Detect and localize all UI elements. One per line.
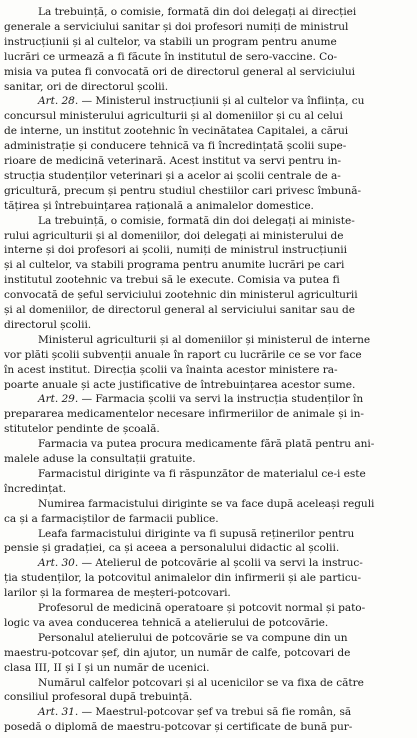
line-text: Profesorul de medicină operatoare și potcovit normal și pato- xyxy=(38,602,366,614)
line-text: Farmacia va putea procura medicamente fără plată pentru ani- xyxy=(38,438,375,451)
article-number: Art. 28. xyxy=(38,95,79,108)
text-line xyxy=(4,199,314,213)
text-line xyxy=(38,214,355,228)
text-line xyxy=(4,20,348,34)
text-line xyxy=(4,50,337,64)
text-line xyxy=(4,109,343,123)
text-line xyxy=(4,646,350,660)
text-line xyxy=(4,124,348,138)
article-number: Art. 31. xyxy=(38,706,79,719)
text-line xyxy=(38,705,351,719)
text-line xyxy=(38,601,365,615)
line-text: — Atelierul de potcovărie al școlii va servi la instruc- xyxy=(78,557,363,570)
text-line xyxy=(4,303,355,317)
line-text: Farmacistul diriginte va fi răspunzător de materialul ce-i este xyxy=(38,467,366,480)
text-line xyxy=(38,437,374,451)
line-text: sanitar, ori de directorul școlii. xyxy=(4,80,169,93)
text-line xyxy=(4,586,231,600)
line-text: institutul zootehnic va trebui să le execute. Comisia va putea fi xyxy=(4,274,340,287)
text-line xyxy=(4,363,338,377)
line-text: convocată de șeful serviciului zootehnic din ministerul agriculturii xyxy=(4,289,358,302)
text-line xyxy=(4,154,341,168)
line-text: tățirea și întrebuințarea rațională a animalelor domestice. xyxy=(4,199,314,212)
line-text: încredințat. xyxy=(4,482,67,495)
line-text: directorul școlii. xyxy=(4,318,92,331)
text-line xyxy=(38,5,356,19)
line-text: malele aduse la consultații gratuite. xyxy=(4,453,196,465)
text-line xyxy=(4,720,352,734)
line-text: — Maestrul-potcovar șef va trebui să fie român, să xyxy=(78,706,352,719)
line-text: rioare de medicină veterinară. Acest institut va servi pentru in- xyxy=(4,155,342,167)
text-line xyxy=(4,512,219,526)
article-number: Art. 29. xyxy=(38,393,79,406)
text-line xyxy=(38,94,364,108)
text-line xyxy=(4,661,209,675)
text-line xyxy=(4,616,328,630)
line-text: larilor și la formarea de meșteri-potcovari. xyxy=(4,587,231,600)
line-text: stitutelor pendinte de școală. xyxy=(4,423,160,436)
line-text: generale a serviciului sanitar și doi profesori numiți de ministrul xyxy=(4,20,349,33)
text-line xyxy=(4,407,364,421)
line-text: administrație și conducere tehnică va fi încredințată școlii supe- xyxy=(4,140,347,153)
line-text: gricultură, precum și pentru studiul chestiilor cari privesc îmbună- xyxy=(4,184,362,197)
text-line xyxy=(4,243,347,257)
line-text: strucția studenților veterinari și a acelor ai școlii centrale de a- xyxy=(4,169,341,182)
line-text: prepararea medicamentelor necesare infirmeriilor de animale și in- xyxy=(4,408,364,421)
text-line xyxy=(4,169,341,183)
text-line xyxy=(4,65,355,79)
text-line xyxy=(4,690,192,704)
text-line xyxy=(4,258,344,272)
line-text: Numărul calfelor potcovari și al ucenicilor se va fixa de către xyxy=(38,676,364,689)
text-line xyxy=(38,631,348,645)
line-text: — Farmacia școlii va servi la instrucția studenților în xyxy=(78,393,364,406)
text-line xyxy=(4,184,361,198)
line-text: Leafa farmacistului diriginte va fi supusă reținerilor pentru xyxy=(38,527,355,540)
line-text: posedă o diplomă de maestru-potcovar și certificate de bună pur- xyxy=(4,721,353,734)
text-line xyxy=(4,348,362,362)
line-text: și al cultelor, va stabili programa pentru anumite lucrări pe cari xyxy=(4,259,345,272)
line-text: în acest institut. Direcția școlii va înainta acestor ministere ra- xyxy=(4,363,338,376)
line-text: vor plăti școlii subvenții anuale în raport cu lucrările ce se vor face xyxy=(4,348,362,361)
text-line xyxy=(4,288,358,302)
text-line xyxy=(38,392,363,406)
text-line xyxy=(38,556,363,570)
text-line xyxy=(4,80,168,94)
text-line xyxy=(38,333,370,347)
text-line xyxy=(4,422,160,436)
line-text: clasa III, II și I și un număr de ucenici. xyxy=(4,661,210,674)
text-line xyxy=(38,527,354,541)
line-text: consiliul profesoral după trebuință. xyxy=(4,691,193,704)
text-line xyxy=(4,482,66,496)
line-text: rului agriculturii și al domeniilor, doi delegați ai ministerului de xyxy=(4,229,344,242)
line-text: poarte anuale și acte justificative de întrebuințarea acestor sume. xyxy=(4,378,356,391)
text-line xyxy=(4,378,355,392)
article-number: Art. 30. xyxy=(38,557,79,570)
text-line xyxy=(38,497,374,511)
text-line xyxy=(4,139,346,153)
line-text: Ministerul agriculturii și al domeniilor și ministerul de interne xyxy=(38,333,371,346)
line-text: Personalul atelierului de potcovărie se va compune din un xyxy=(38,631,348,644)
line-text: instrucțiunii și al cultelor, va stabili un program pentru anume xyxy=(4,35,337,48)
line-text: Numirea farmacistului diriginte se va face după aceleași reguli xyxy=(38,497,375,510)
text-line xyxy=(38,467,366,481)
text-line xyxy=(4,229,344,243)
text-line xyxy=(4,541,339,555)
line-text: maestru-potcovar șef, din ajutor, un număr de calfe, potcovari de xyxy=(4,646,351,659)
text-line xyxy=(4,318,91,332)
text-line xyxy=(4,452,196,466)
text-line xyxy=(4,35,337,49)
line-text: interne și doi profesori ai școlii, numiți de ministrul instrucțiunii xyxy=(4,244,347,257)
line-text: La trebuință, o comisie, formată din doi delegați ai ministe- xyxy=(38,214,355,227)
line-text: ția studenților, la potcovitul animalelor din infirmerii și ale particu- xyxy=(4,572,362,585)
line-text: misia va putea fi convocată ori de directorul general al serviciului xyxy=(4,65,355,78)
line-text: concursul ministerului agriculturii și al domeniilor și cu al celui xyxy=(4,110,343,123)
line-text: de interne, un institut zootehnic în vecinătatea Capitalei, a cărui xyxy=(4,125,349,138)
line-text: — Ministerul instrucțiunii și al cultelor va înființa, cu xyxy=(78,95,365,108)
line-text: ca și a farmaciștilor de farmacii publice. xyxy=(4,512,219,525)
line-text: logic va avea conducerea tehnică a atelierului de potcovărie. xyxy=(4,616,329,629)
line-text: La trebuință, o comisie, formată din doi delegați ai direcției xyxy=(38,6,357,18)
text-line xyxy=(4,273,340,287)
text-line xyxy=(4,571,361,585)
line-text: lucrări ce urmează a fi făcute în institutul de sero-vaccine. Co- xyxy=(4,50,338,63)
text-line xyxy=(38,676,364,690)
line-text: și al domeniilor, de directorul general al serviciului sanitar sau de xyxy=(4,304,355,316)
line-text: pensie și gradației, ca și aceea a personalului didactic al școlii. xyxy=(4,542,340,555)
